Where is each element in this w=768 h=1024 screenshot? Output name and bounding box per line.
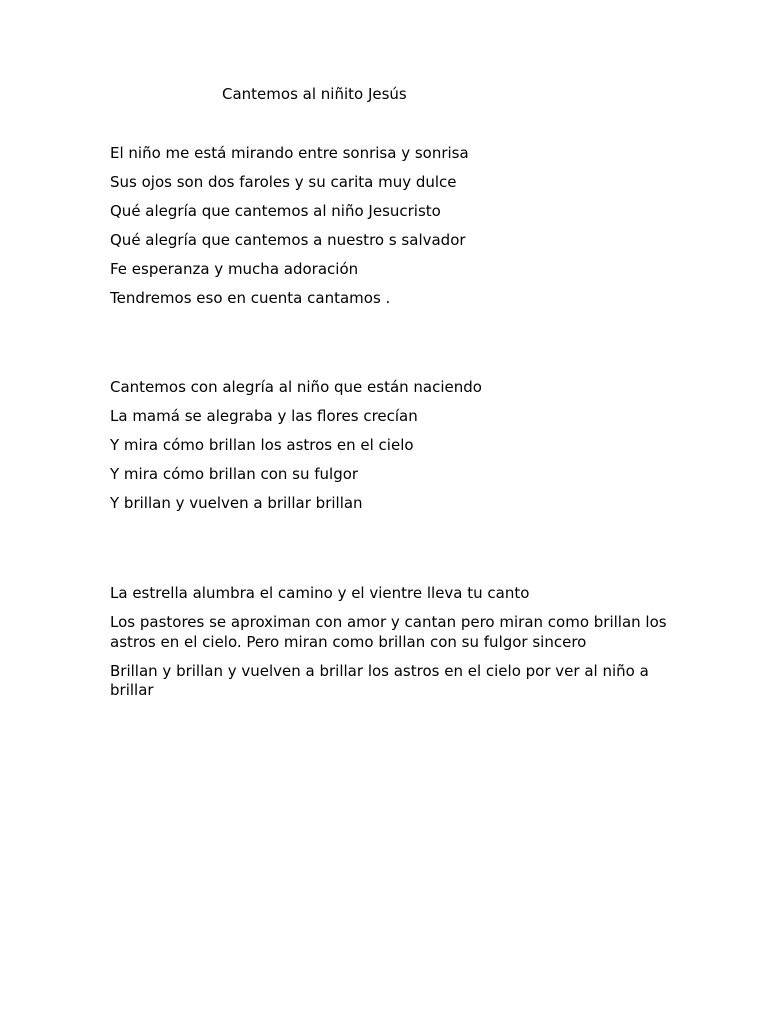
lyric-line: Los pastores se aproximan con amor y cantan pero miran como brillan los astros en el cielo. Pero miran como brillan con su fulgor sincero [110,613,667,651]
stanza-3 [110,584,670,701]
lyric-line: Y mira cómo brillan los astros en el cielo [110,436,414,454]
lyric-line: La estrella alumbra el camino y el vientre lleva tu canto [110,584,530,602]
lyric-line: La mamá se alegraba y las flores crecían [110,407,418,425]
stanza-2 [110,378,670,514]
lyric-line: Tendremos eso en cuenta cantamos . [110,289,391,307]
lyric-line: Fe esperanza y mucha adoración [110,260,359,278]
lyric-line: Qué alegría que cantemos al niño Jesucristo [110,202,441,220]
lyric-line: Brillan y brillan y vuelven a brillar los astros en el cielo por ver al niño a brillar [110,661,649,699]
lyric-line: Qué alegría que cantemos a nuestro s salvador [110,231,466,249]
lyric-line: Y brillan y vuelven a brillar brillan [110,494,363,512]
lyric-line: Y mira cómo brillan con su fulgor [110,465,359,483]
stanza-1 [110,144,670,309]
lyric-line: Cantemos con alegría al niño que están naciendo [110,378,482,396]
document-title: Cantemos al niñito Jesús [222,85,407,103]
lyric-line: Sus ojos son dos faroles y su carita muy dulce [110,173,457,191]
lyric-line: El niño me está mirando entre sonrisa y sonrisa [110,144,469,162]
